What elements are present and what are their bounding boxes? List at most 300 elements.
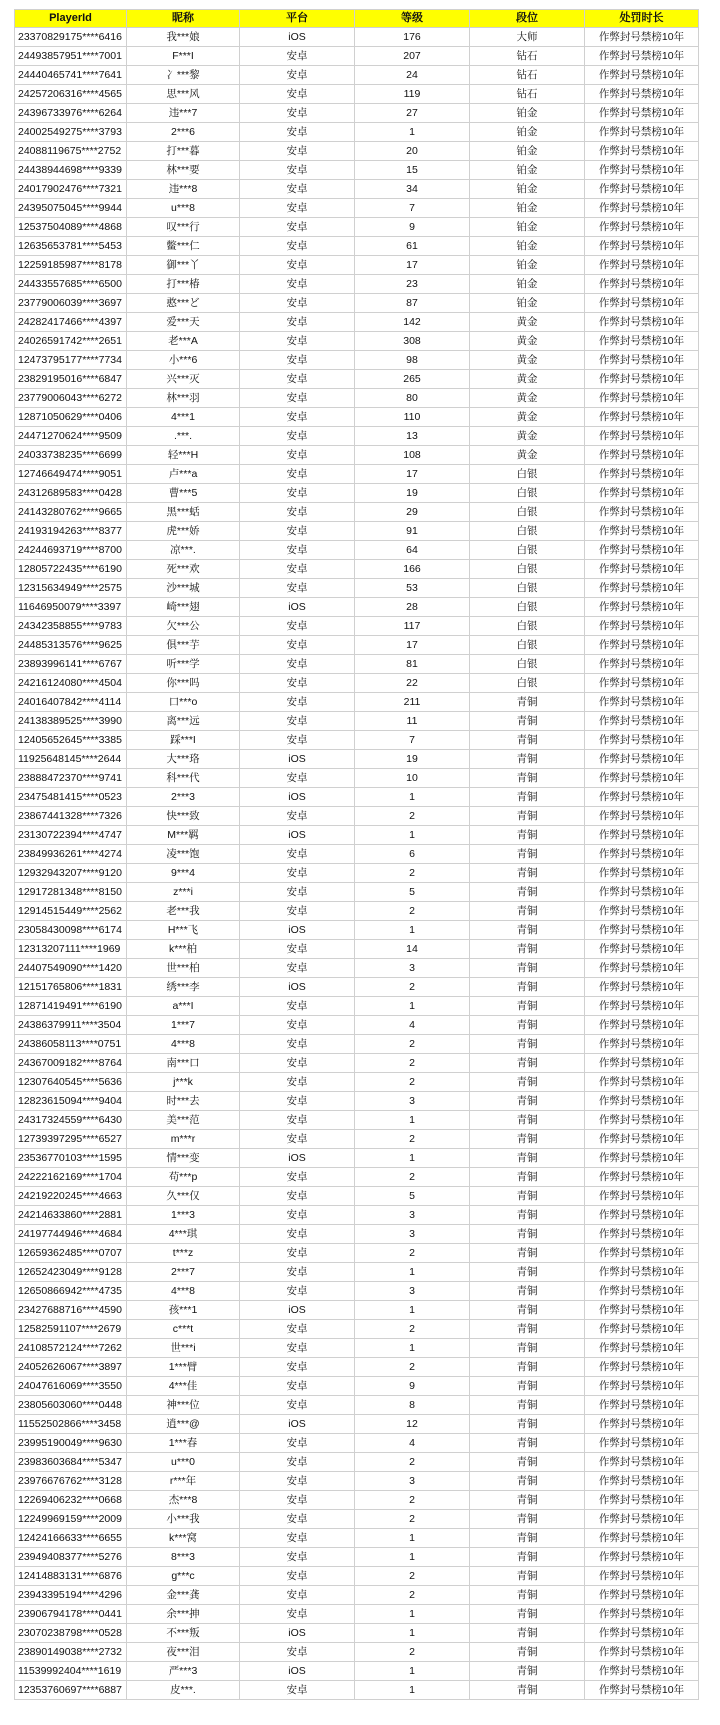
- cell-platform: 安卓: [240, 180, 355, 199]
- cell-player-id: 23427688716****4590: [15, 1301, 127, 1320]
- cell-player-id: 24342358855****9783: [15, 617, 127, 636]
- cell-level: 34: [355, 180, 470, 199]
- cell-penalty: 作弊封号禁榜10年: [585, 1282, 699, 1301]
- cell-player-id: 24143280762****9665: [15, 503, 127, 522]
- cell-platform: iOS: [240, 978, 355, 997]
- cell-player-id: 24197744946****4684: [15, 1225, 127, 1244]
- cell-nickname: 久***仅: [127, 1187, 240, 1206]
- cell-platform: 安卓: [240, 1434, 355, 1453]
- table-row: [15, 1567, 699, 1586]
- cell-player-id: 23949408377****5276: [15, 1548, 127, 1567]
- cell-nickname: 我***娘: [127, 28, 240, 47]
- table-row: [15, 28, 699, 47]
- table-row: [15, 598, 699, 617]
- cell-level: 2: [355, 1168, 470, 1187]
- cell-level: 98: [355, 351, 470, 370]
- cell-penalty: 作弊封号禁榜10年: [585, 1586, 699, 1605]
- table-row: [15, 674, 699, 693]
- cell-level: 11: [355, 712, 470, 731]
- cell-level: 2: [355, 1453, 470, 1472]
- cell-platform: 安卓: [240, 503, 355, 522]
- cell-platform: 安卓: [240, 332, 355, 351]
- cell-penalty: 作弊封号禁榜10年: [585, 997, 699, 1016]
- cell-penalty: 作弊封号禁榜10年: [585, 1377, 699, 1396]
- cell-platform: 安卓: [240, 408, 355, 427]
- cell-player-id: 23805603060****0448: [15, 1396, 127, 1415]
- cell-penalty: 作弊封号禁榜10年: [585, 921, 699, 940]
- cell-rank: 铂金: [470, 256, 585, 275]
- cell-penalty: 作弊封号禁榜10年: [585, 408, 699, 427]
- table-row: [15, 1415, 699, 1434]
- table-row: [15, 864, 699, 883]
- cell-penalty: 作弊封号禁榜10年: [585, 446, 699, 465]
- cell-rank: 青铜: [470, 1491, 585, 1510]
- cell-player-id: 12313207111****1969: [15, 940, 127, 959]
- cell-rank: 青铜: [470, 1206, 585, 1225]
- cell-level: 117: [355, 617, 470, 636]
- cell-nickname: 1***3: [127, 1206, 240, 1225]
- table-row: [15, 769, 699, 788]
- table-row: [15, 1301, 699, 1320]
- table-row: [15, 1586, 699, 1605]
- cell-nickname: 苟***p: [127, 1168, 240, 1187]
- cell-player-id: 24052626067****3897: [15, 1358, 127, 1377]
- cell-rank: 青铜: [470, 1073, 585, 1092]
- cell-nickname: 杰***8: [127, 1491, 240, 1510]
- cell-player-id: 12249969159****2009: [15, 1510, 127, 1529]
- cell-penalty: 作弊封号禁榜10年: [585, 1320, 699, 1339]
- table-row: [15, 1282, 699, 1301]
- cell-penalty: 作弊封号禁榜10年: [585, 389, 699, 408]
- cell-nickname: 踩***I: [127, 731, 240, 750]
- table-row: [15, 1035, 699, 1054]
- cell-platform: 安卓: [240, 199, 355, 218]
- cell-player-id: 24017902476****7321: [15, 180, 127, 199]
- cell-penalty: 作弊封号禁榜10年: [585, 1643, 699, 1662]
- cell-rank: 铂金: [470, 161, 585, 180]
- table-row: [15, 807, 699, 826]
- cell-platform: 安卓: [240, 313, 355, 332]
- cell-rank: 青铜: [470, 1339, 585, 1358]
- cell-player-id: 24222162169****1704: [15, 1168, 127, 1187]
- cell-level: 7: [355, 731, 470, 750]
- cell-nickname: 情***变: [127, 1149, 240, 1168]
- cell-player-id: 24193194263****8377: [15, 522, 127, 541]
- table-row: [15, 902, 699, 921]
- cell-nickname: 4***8: [127, 1282, 240, 1301]
- cell-rank: 白银: [470, 655, 585, 674]
- cell-platform: 安卓: [240, 427, 355, 446]
- cell-platform: iOS: [240, 750, 355, 769]
- cell-player-id: 24002549275****3793: [15, 123, 127, 142]
- cell-penalty: 作弊封号禁榜10年: [585, 959, 699, 978]
- table-row: [15, 408, 699, 427]
- cell-nickname: 凉***.: [127, 541, 240, 560]
- table-row: [15, 1092, 699, 1111]
- cell-rank: 白银: [470, 617, 585, 636]
- cell-platform: 安卓: [240, 1472, 355, 1491]
- cell-penalty: 作弊封号禁榜10年: [585, 503, 699, 522]
- cell-nickname: 违***7: [127, 104, 240, 123]
- cell-player-id: 23976676762****3128: [15, 1472, 127, 1491]
- cell-penalty: 作弊封号禁榜10年: [585, 1567, 699, 1586]
- table-row: [15, 1358, 699, 1377]
- cell-nickname: 世***柏: [127, 959, 240, 978]
- cell-rank: 青铜: [470, 1225, 585, 1244]
- cell-level: 3: [355, 1206, 470, 1225]
- cell-rank: 青铜: [470, 978, 585, 997]
- cell-nickname: 4***琪: [127, 1225, 240, 1244]
- cell-level: 1: [355, 1662, 470, 1681]
- cell-rank: 青铜: [470, 1529, 585, 1548]
- cell-penalty: 作弊封号禁榜10年: [585, 142, 699, 161]
- table-row: [15, 199, 699, 218]
- cell-player-id: 12259185987****8178: [15, 256, 127, 275]
- cell-rank: 青铜: [470, 845, 585, 864]
- cell-level: 2: [355, 1567, 470, 1586]
- cell-penalty: 作弊封号禁榜10年: [585, 636, 699, 655]
- cell-level: 6: [355, 845, 470, 864]
- table-row: [15, 959, 699, 978]
- cell-nickname: 4***佳: [127, 1377, 240, 1396]
- cell-level: 2: [355, 978, 470, 997]
- table-row: [15, 389, 699, 408]
- table-row: [15, 180, 699, 199]
- cell-level: 19: [355, 750, 470, 769]
- cell-platform: 安卓: [240, 1643, 355, 1662]
- cell-penalty: 作弊封号禁榜10年: [585, 256, 699, 275]
- cell-level: 2: [355, 1244, 470, 1263]
- cell-penalty: 作弊封号禁榜10年: [585, 1339, 699, 1358]
- cell-rank: 青铜: [470, 1263, 585, 1282]
- cell-level: 1: [355, 921, 470, 940]
- cell-nickname: 1***臂: [127, 1358, 240, 1377]
- cell-platform: 安卓: [240, 237, 355, 256]
- cell-nickname: 孩***1: [127, 1301, 240, 1320]
- cell-platform: 安卓: [240, 1453, 355, 1472]
- cell-player-id: 24396733976****6264: [15, 104, 127, 123]
- cell-platform: 安卓: [240, 85, 355, 104]
- cell-level: 2: [355, 1358, 470, 1377]
- cell-rank: 青铜: [470, 1282, 585, 1301]
- table-row: [15, 1681, 699, 1700]
- cell-rank: 钻石: [470, 85, 585, 104]
- cell-platform: iOS: [240, 788, 355, 807]
- table-row: [15, 465, 699, 484]
- cell-penalty: 作弊封号禁榜10年: [585, 1662, 699, 1681]
- cell-rank: 白银: [470, 560, 585, 579]
- cell-rank: 黄金: [470, 389, 585, 408]
- cell-player-id: 23475481415****0523: [15, 788, 127, 807]
- cell-nickname: 快***致: [127, 807, 240, 826]
- cell-platform: 安卓: [240, 161, 355, 180]
- table-row: [15, 579, 699, 598]
- cell-level: 110: [355, 408, 470, 427]
- cell-player-id: 23779006039****3697: [15, 294, 127, 313]
- cell-level: 3: [355, 1282, 470, 1301]
- cell-rank: 白银: [470, 484, 585, 503]
- cell-rank: 钻石: [470, 47, 585, 66]
- header-nickname: 昵称: [127, 10, 240, 28]
- cell-player-id: 24088119675****2752: [15, 142, 127, 161]
- table-row: [15, 1054, 699, 1073]
- cell-nickname: 2***6: [127, 123, 240, 142]
- cell-nickname: 思***风: [127, 85, 240, 104]
- cell-platform: 安卓: [240, 294, 355, 313]
- cell-nickname: 黑***蛞: [127, 503, 240, 522]
- cell-player-id: 12914515449****2562: [15, 902, 127, 921]
- cell-platform: 安卓: [240, 1168, 355, 1187]
- cell-penalty: 作弊封号禁榜10年: [585, 788, 699, 807]
- cell-nickname: 小***6: [127, 351, 240, 370]
- table-row: [15, 560, 699, 579]
- cell-level: 108: [355, 446, 470, 465]
- cell-rank: 黄金: [470, 408, 585, 427]
- cell-player-id: 24033738235****6699: [15, 446, 127, 465]
- cell-level: 13: [355, 427, 470, 446]
- table-row: [15, 294, 699, 313]
- cell-platform: 安卓: [240, 142, 355, 161]
- cell-nickname: F***I: [127, 47, 240, 66]
- cell-nickname: m***r: [127, 1130, 240, 1149]
- cell-platform: 安卓: [240, 484, 355, 503]
- cell-player-id: 24485313576****9625: [15, 636, 127, 655]
- table-row: [15, 731, 699, 750]
- cell-nickname: 沙***城: [127, 579, 240, 598]
- cell-penalty: 作弊封号禁榜10年: [585, 370, 699, 389]
- cell-level: 81: [355, 655, 470, 674]
- cell-player-id: 11539992404****1619: [15, 1662, 127, 1681]
- cell-rank: 铂金: [470, 237, 585, 256]
- cell-nickname: 美***范: [127, 1111, 240, 1130]
- cell-level: 142: [355, 313, 470, 332]
- table-row: [15, 1187, 699, 1206]
- cell-penalty: 作弊封号禁榜10年: [585, 1510, 699, 1529]
- cell-platform: 安卓: [240, 351, 355, 370]
- cell-player-id: 12871419491****6190: [15, 997, 127, 1016]
- cell-platform: 安卓: [240, 446, 355, 465]
- cell-rank: 黄金: [470, 313, 585, 332]
- table-row: [15, 1491, 699, 1510]
- cell-rank: 铂金: [470, 199, 585, 218]
- cell-level: 80: [355, 389, 470, 408]
- cell-penalty: 作弊封号禁榜10年: [585, 1301, 699, 1320]
- cell-penalty: 作弊封号禁榜10年: [585, 294, 699, 313]
- cell-player-id: 11646950079****3397: [15, 598, 127, 617]
- cell-penalty: 作弊封号禁榜10年: [585, 1358, 699, 1377]
- cell-penalty: 作弊封号禁榜10年: [585, 883, 699, 902]
- table-row: [15, 750, 699, 769]
- cell-nickname: 卢***a: [127, 465, 240, 484]
- cell-platform: 安卓: [240, 579, 355, 598]
- table-row: [15, 978, 699, 997]
- cell-nickname: 时***去: [127, 1092, 240, 1111]
- cell-rank: 青铜: [470, 769, 585, 788]
- table-body: [15, 28, 699, 1700]
- cell-nickname: 违***8: [127, 180, 240, 199]
- cell-player-id: 24386058113****0751: [15, 1035, 127, 1054]
- cell-platform: 安卓: [240, 1491, 355, 1510]
- cell-player-id: 12652423049****9128: [15, 1263, 127, 1282]
- cell-rank: 青铜: [470, 1130, 585, 1149]
- table-row: [15, 446, 699, 465]
- cell-penalty: 作弊封号禁榜10年: [585, 1681, 699, 1700]
- cell-level: 9: [355, 1377, 470, 1396]
- table-row: [15, 617, 699, 636]
- cell-rank: 钻石: [470, 66, 585, 85]
- cell-rank: 青铜: [470, 1586, 585, 1605]
- cell-platform: 安卓: [240, 123, 355, 142]
- cell-rank: 白银: [470, 636, 585, 655]
- cell-level: 9: [355, 218, 470, 237]
- cell-nickname: 叹***行: [127, 218, 240, 237]
- cell-platform: 安卓: [240, 1396, 355, 1415]
- cell-rank: 白银: [470, 598, 585, 617]
- cell-nickname: 曹***5: [127, 484, 240, 503]
- cell-platform: 安卓: [240, 541, 355, 560]
- cell-rank: 青铜: [470, 1396, 585, 1415]
- cell-level: 17: [355, 256, 470, 275]
- cell-player-id: 24395075045****9944: [15, 199, 127, 218]
- table-row: [15, 275, 699, 294]
- cell-nickname: t***z: [127, 1244, 240, 1263]
- cell-platform: 安卓: [240, 1073, 355, 1092]
- cell-penalty: 作弊封号禁榜10年: [585, 1206, 699, 1225]
- table-row: [15, 1453, 699, 1472]
- cell-penalty: 作弊封号禁榜10年: [585, 1453, 699, 1472]
- cell-platform: 安卓: [240, 1282, 355, 1301]
- cell-penalty: 作弊封号禁榜10年: [585, 275, 699, 294]
- cell-platform: 安卓: [240, 218, 355, 237]
- cell-platform: 安卓: [240, 1358, 355, 1377]
- cell-player-id: 11925648145****2644: [15, 750, 127, 769]
- cell-nickname: j***k: [127, 1073, 240, 1092]
- cell-player-id: 12823615094****9404: [15, 1092, 127, 1111]
- cell-level: 2: [355, 1510, 470, 1529]
- cell-rank: 铂金: [470, 123, 585, 142]
- cell-rank: 铂金: [470, 142, 585, 161]
- cell-penalty: 作弊封号禁榜10年: [585, 1244, 699, 1263]
- table-row: [15, 503, 699, 522]
- cell-level: 2: [355, 1130, 470, 1149]
- cell-level: 10: [355, 769, 470, 788]
- cell-penalty: 作弊封号禁榜10年: [585, 807, 699, 826]
- cell-penalty: 作弊封号禁榜10年: [585, 427, 699, 446]
- table-row: [15, 484, 699, 503]
- cell-penalty: 作弊封号禁榜10年: [585, 484, 699, 503]
- table-row: [15, 1149, 699, 1168]
- cell-rank: 青铜: [470, 1624, 585, 1643]
- cell-nickname: 崎***翅: [127, 598, 240, 617]
- cell-nickname: 爱***天: [127, 313, 240, 332]
- cell-rank: 青铜: [470, 921, 585, 940]
- cell-platform: 安卓: [240, 1111, 355, 1130]
- cell-player-id: 24214633860****2881: [15, 1206, 127, 1225]
- table-row: [15, 693, 699, 712]
- cell-rank: 白银: [470, 465, 585, 484]
- cell-nickname: 凌***饱: [127, 845, 240, 864]
- cell-player-id: 11552502866****3458: [15, 1415, 127, 1434]
- cell-level: 12: [355, 1415, 470, 1434]
- cell-penalty: 作弊封号禁榜10年: [585, 47, 699, 66]
- cell-level: 87: [355, 294, 470, 313]
- cell-penalty: 作弊封号禁榜10年: [585, 1434, 699, 1453]
- cell-level: 265: [355, 370, 470, 389]
- cell-player-id: 24219220245****4663: [15, 1187, 127, 1206]
- cell-level: 1: [355, 123, 470, 142]
- table-row: [15, 47, 699, 66]
- cell-nickname: r***年: [127, 1472, 240, 1491]
- cell-platform: 安卓: [240, 1529, 355, 1548]
- cell-nickname: 逍***@: [127, 1415, 240, 1434]
- table-row: [15, 1130, 699, 1149]
- cell-player-id: 24386379911****3504: [15, 1016, 127, 1035]
- cell-level: 1: [355, 826, 470, 845]
- table-row: [15, 1073, 699, 1092]
- cell-rank: 青铜: [470, 1510, 585, 1529]
- cell-penalty: 作弊封号禁榜10年: [585, 940, 699, 959]
- table-row: [15, 1529, 699, 1548]
- cell-level: 1: [355, 1111, 470, 1130]
- cell-nickname: 口***o: [127, 693, 240, 712]
- table-row: [15, 313, 699, 332]
- cell-nickname: 不***叛: [127, 1624, 240, 1643]
- cell-player-id: 12537504089****4868: [15, 218, 127, 237]
- cell-penalty: 作弊封号禁榜10年: [585, 332, 699, 351]
- cell-rank: 黄金: [470, 332, 585, 351]
- cell-platform: iOS: [240, 1662, 355, 1681]
- cell-rank: 青铜: [470, 1092, 585, 1111]
- table-row: [15, 427, 699, 446]
- cell-nickname: 欠***公: [127, 617, 240, 636]
- cell-rank: 青铜: [470, 1681, 585, 1700]
- cell-platform: iOS: [240, 826, 355, 845]
- cell-platform: 安卓: [240, 1035, 355, 1054]
- cell-level: 1: [355, 1605, 470, 1624]
- table-row: [15, 351, 699, 370]
- cell-penalty: 作弊封号禁榜10年: [585, 579, 699, 598]
- cell-player-id: 23983603684****5347: [15, 1453, 127, 1472]
- cell-penalty: 作弊封号禁榜10年: [585, 161, 699, 180]
- cell-player-id: 12739397295****6527: [15, 1130, 127, 1149]
- cell-platform: 安卓: [240, 1092, 355, 1111]
- cell-rank: 青铜: [470, 1320, 585, 1339]
- cell-penalty: 作弊封号禁榜10年: [585, 674, 699, 693]
- cell-platform: 安卓: [240, 66, 355, 85]
- cell-player-id: 12315634949****2575: [15, 579, 127, 598]
- table-row: [15, 161, 699, 180]
- cell-penalty: 作弊封号禁榜10年: [585, 465, 699, 484]
- table-row: [15, 370, 699, 389]
- cell-level: 24: [355, 66, 470, 85]
- cell-nickname: 老***我: [127, 902, 240, 921]
- cell-penalty: 作弊封号禁榜10年: [585, 712, 699, 731]
- cell-platform: 安卓: [240, 104, 355, 123]
- table-row: [15, 1339, 699, 1358]
- cell-penalty: 作弊封号禁榜10年: [585, 1624, 699, 1643]
- cell-penalty: 作弊封号禁榜10年: [585, 351, 699, 370]
- cell-player-id: 12307640545****5636: [15, 1073, 127, 1092]
- cell-rank: 白银: [470, 674, 585, 693]
- cell-rank: 青铜: [470, 1415, 585, 1434]
- cell-player-id: 12405652645****3385: [15, 731, 127, 750]
- cell-nickname: g***c: [127, 1567, 240, 1586]
- cell-nickname: 小***我: [127, 1510, 240, 1529]
- cell-platform: 安卓: [240, 1206, 355, 1225]
- cell-player-id: 12635653781****5453: [15, 237, 127, 256]
- cell-penalty: 作弊封号禁榜10年: [585, 617, 699, 636]
- cell-penalty: 作弊封号禁榜10年: [585, 199, 699, 218]
